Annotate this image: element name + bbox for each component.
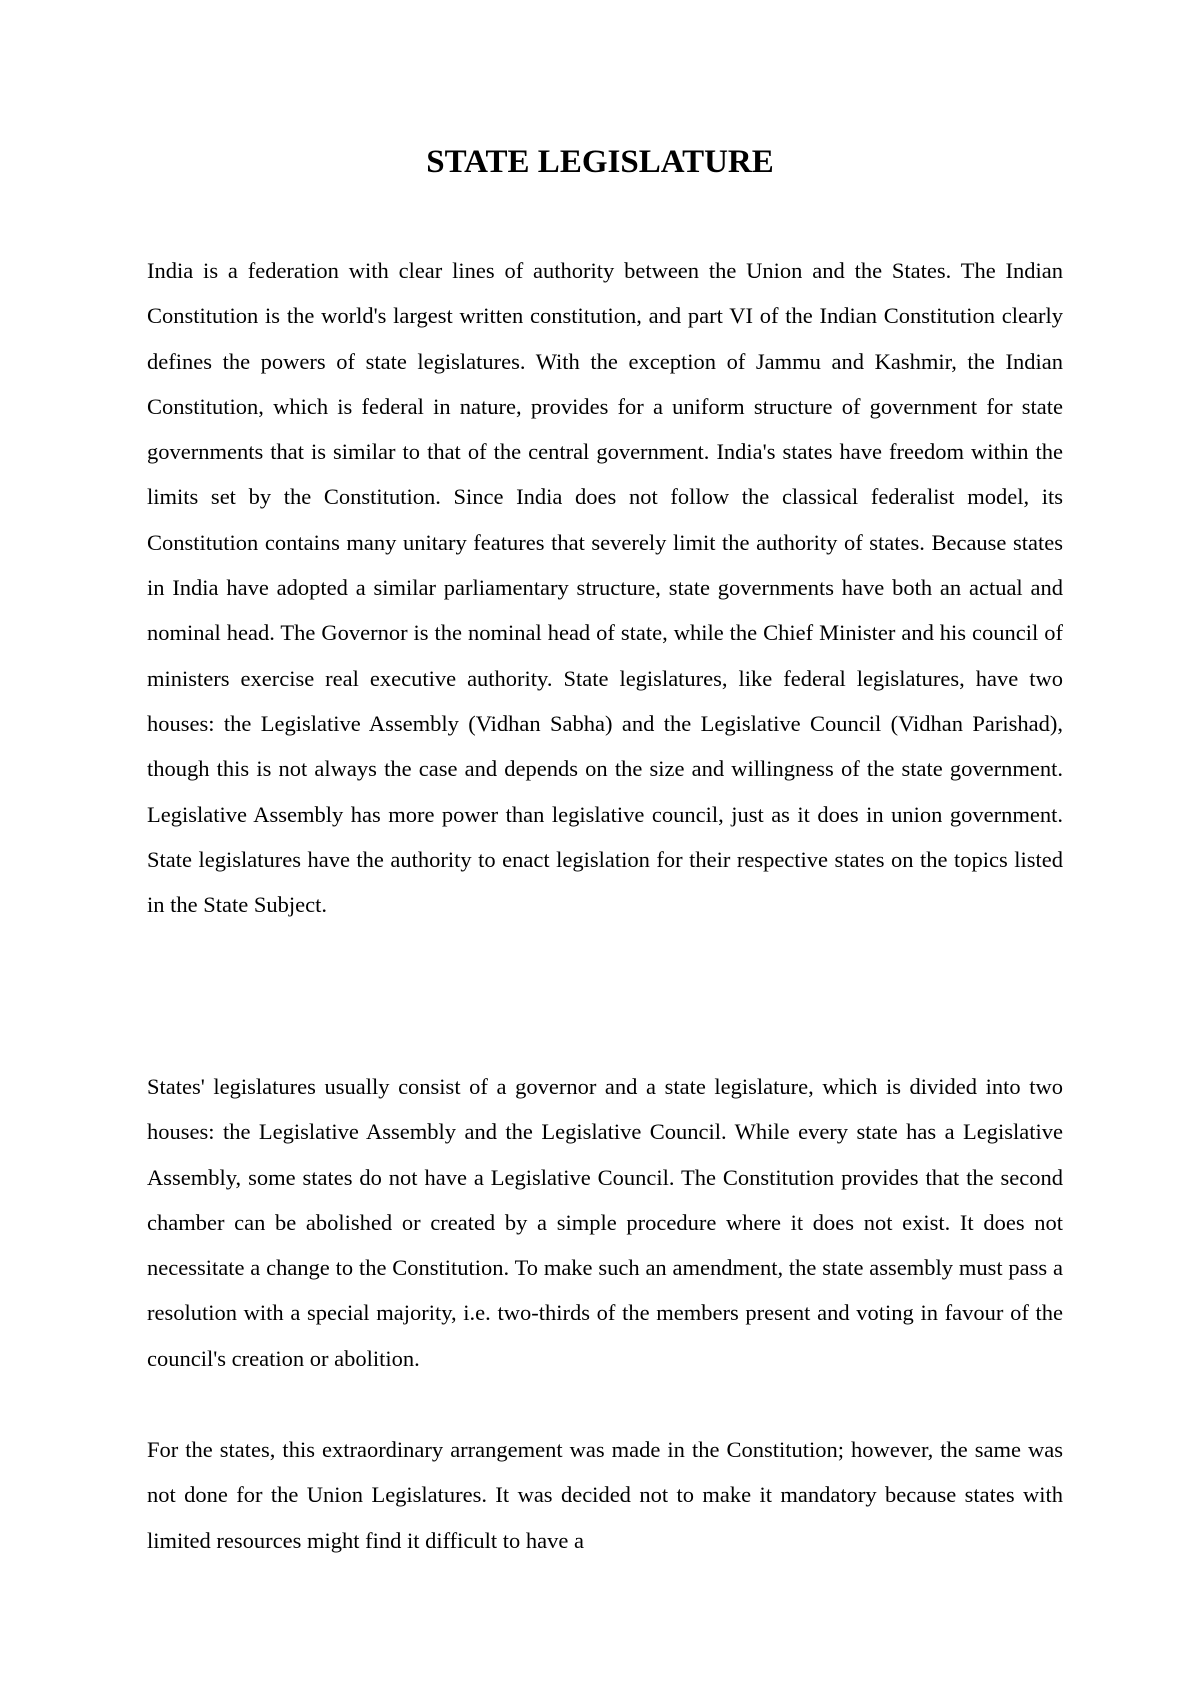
paragraph-3: For the states, this extraordinary arrangement was made in the Constitution; however, the same was not done for the Union Legislatures. It was decided not to make it mandatory because states with limited resources might find it difficult to have a <box>147 1437 1063 1553</box>
page-title: STATE LEGISLATURE <box>426 144 774 180</box>
paragraph-2: States' legislatures usually consist of a governor and a state legislature, which is divided into two houses: the Legislative Assembly and the Legislative Council. While every state has a Legislative Assembly, some states do not have a Legislative Council. The Constitution provides that the second chamber can be abolished or created by a simple procedure where it does not exist. It does not necessitate a change to the Constitution. To make such an amendment, the state assembly must pass a resolution with a special majority, i.e. two-thirds of the members present and voting in favour of the council's creation or abolition. <box>147 1074 1063 1371</box>
paragraph-1: India is a federation with clear lines of authority between the Union and the States. The Indian Constitution is the world's largest written constitution, and part VI of the Indian Constitution clearly defines the powers of state legislatures. With the exception of Jammu and Kashmir, the Indian Constitution, which is federal in nature, provides for a uniform structure of government for state governments that is similar to that of the central government. India's states have freedom within the limits set by the Constitution. Since India does not follow the classical federalist model, its Constitution contains many unitary features that severely limit the authority of states. Because states in India have adopted a similar parliamentary structure, state governments have both an actual and nominal head. The Governor is the nominal head of state, while the Chief Minister and his council of ministers exercise real executive authority. State legislatures, like federal legislatures, have two houses: the Legislative Assembly (Vidhan Sabha) and the Legislative Council (Vidhan Parishad), though this is not always the case and depends on the size and willingness of the state government. Legislative Assembly has more power than legislative council, just as it does in union government. State legislatures have the authority to enact legislation for their respective states on the topics listed in the State Subject. <box>147 258 1063 918</box>
